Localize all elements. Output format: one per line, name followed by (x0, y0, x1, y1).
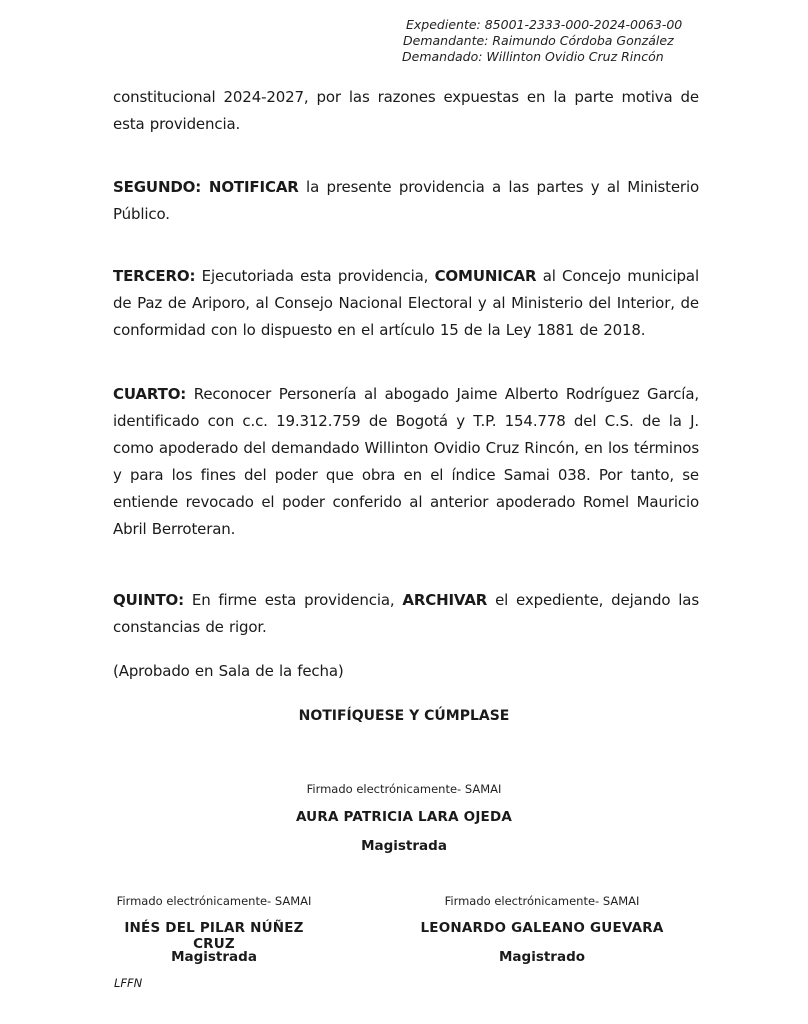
signature-main-name: AURA PATRICIA LARA OJEDA (295, 809, 513, 825)
paragraph-text: constitucional 2024-2027, por las razones expuestas en la parte motiva de esta providencia. (113, 88, 699, 133)
aprobado-text: (Aprobado en Sala de la fecha) (113, 662, 344, 680)
tercero-label: TERCERO: (113, 267, 196, 285)
paragraph-quinto (113, 587, 699, 641)
paragraph-segundo (113, 174, 699, 228)
signature-left-name: INÉS DEL PILAR NÚÑEZ CRUZ (124, 920, 304, 952)
cuarto-label: CUARTO: (113, 385, 187, 403)
closing-title: NOTIFÍQUESE Y CÚMPLASE (298, 708, 510, 724)
segundo-text: la presente providencia a las partes y al Ministerio Público. (113, 178, 699, 223)
header-demandante: Demandante: Raimundo Córdoba González (403, 33, 674, 48)
signature-main-note: Firmado electrónicamente- SAMAI (306, 782, 502, 796)
tercero-bold: COMUNICAR (434, 267, 537, 285)
signature-left-note: Firmado electrónicamente- SAMAI (116, 894, 312, 908)
paragraph-primero-continued (113, 84, 699, 138)
quinto-bold: ARCHIVAR (402, 591, 488, 609)
quinto-label: QUINTO: (113, 591, 184, 609)
signature-right-name: LEONARDO GALEANO GUEVARA (420, 920, 664, 936)
signature-main-role: Magistrada (361, 838, 447, 854)
segundo-label: SEGUNDO: NOTIFICAR (113, 178, 299, 196)
quinto-text-2: el expediente, dejando las constancias de rigor. (113, 591, 699, 636)
paragraph-cuarto (113, 381, 699, 543)
footer-initials: LFFN (114, 976, 143, 990)
tercero-text-2: al Concejo municipal de Paz de Ariporo, al Consejo Nacional Electoral y al Ministerio del Interior, de conformidad con lo dispuesto en el artículo 15 de la Ley 1881 de 2018. (113, 267, 699, 339)
signature-right-note: Firmado electrónicamente- SAMAI (444, 894, 640, 908)
quinto-text-1: En firme esta providencia, (184, 591, 403, 609)
header-demandado: Demandado: Willinton Ovidio Cruz Rincón (402, 49, 664, 64)
header-expediente: Expediente: 85001-2333-000-2024-0063-00 (406, 17, 683, 32)
signature-right-role: Magistrado (498, 949, 586, 965)
cuarto-text: Reconocer Personería al abogado Jaime Alberto Rodríguez García, identificado con c.c. 19.312.759 de Bogotá y T.P. 154.778 del C.S. de la J. como apoderado del demandado Willinton Ovidio Cruz Rincón, en los términos y para los fines del poder que obra en el índice Samai 038. Por tanto, se entiende revocado el poder conferido al anterior apoderado Romel Mauricio Abril Berroteran. (113, 385, 699, 538)
paragraph-tercero (113, 263, 699, 344)
tercero-text-1: Ejecutoriada esta providencia, (195, 267, 435, 285)
paragraph-aprobado (113, 658, 699, 685)
signature-left-role: Magistrada (171, 949, 257, 965)
